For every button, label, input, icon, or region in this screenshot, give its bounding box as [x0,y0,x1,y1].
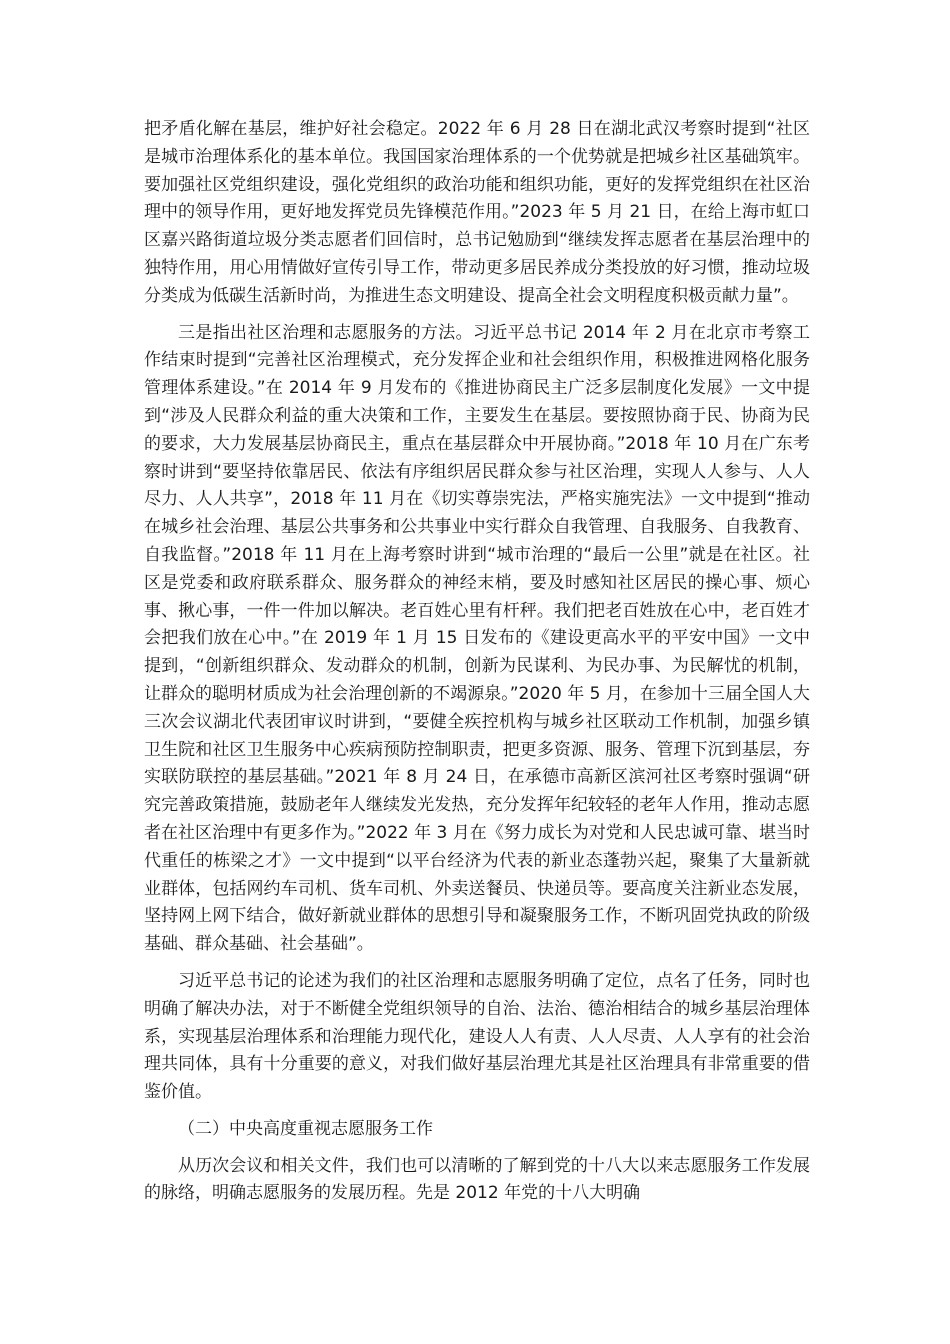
section-subheading: （二）中央高度重视志愿服务工作 [178,1118,433,1139]
body-paragraph-methods: 三是指出社区治理和志愿服务的方法。习近平总书记 2014 年 2 月在北京市考察工作结束时提到“完善社区治理模式，充分发挥企业和社会组织作用，积极推进网格化服务管理体系建设。”在 2014 年 9 月发布的《推进协商民主广泛多层制度化发展》一文中提到“涉及人民群众利益的重大决策和工作，主要发生在基层。要按照协商于民、协商为民的要求，大力发展基层协商民主，重点在基层群众中开展协商。”2018 年 10 月在广东考察时讲到“要坚持依靠居民、依法有序组织居民群众参与社区治理，实现人人参与、人人尽力、人人共享”，2018 年 11 月在《切实尊崇宪法，严格实施宪法》一文中提到“推动在城乡社会治理、基层公共事务和公共事业中实行群众自我管理、自我服务、自我教育、自我监督。”2018 年 11 月在上海考察时讲到“城市治理的“最后一公里”就是在社区。社区是党委和政府联系群众、服务群众的神经末梢，要及时感知社区居民的操心事、烦心事、揪心事，一件一件加以解决。老百姓心里有杆秤。我们把老百姓放在心中，老百姓才会把我们放在心中。”在 2019 年 1 月 15 日发布的《建设更高水平的平安中国》一文中提到，“创新组织群众、发动群众的机制，创新为民谋利、为民办事、为民解忧的机制，让群众的聪明材质成为社会治理创新的不竭源泉。”2020 年 5 月，在参加十三届全国人大三次会议湖北代表团审议时讲到，“要健全疾控机构与城乡社区联动工作机制，加强乡镇卫生院和社区卫生服务中心疾病预防控制职责，把更多资源、服务、管理下沉到基层，夯实联防联控的基层基础。”2021 年 8 月 24 日，在承德市高新区滨河社区考察时强调“研究完善政策措施，鼓励老年人继续发光发热，充分发挥年纪较轻的老年人作用，推动志愿者在社区治理中有更多作为。”2022 年 3 月在《努力成长为对党和人民忠诚可靠、堪当时代重任的栋梁之才》一文中提到“以平台经济为代表的新业态蓬勃兴起，聚集了大量新就业群体，包括网约车司机、货车司机、外卖送餐员、快递员等。要高度关注新业态发展，坚持网上网下结合，做好新就业群体的思想引导和凝聚服务工作，不断巩固党执政的阶级基础、群众基础、社会基础”。 [144,322,810,955]
body-paragraph-significance: 习近平总书记的论述为我们的社区治理和志愿服务明确了定位，点名了任务，同时也明确了解决办法，对于不断健全党组织领导的自治、法治、德治相结合的城乡基层治理体系，实现基层治理体系和治理能力现代化，建设人人有责、人人尽责、人人享有的社会治理共同体，具有十分重要的意义，对我们做好基层治理尤其是社区治理具有非常重要的借鉴价值。 [144,970,810,1103]
document-page [144,116,810,1208]
body-paragraph-continued: 把矛盾化解在基层，维护好社会稳定。2022 年 6 月 28 日在湖北武汉考察时提到“社区是城市治理体系化的基本单位。我国国家治理体系的一个优势就是把城乡社区基础筑牢。要加强社区党组织建设，强化党组织的政治功能和组织功能，更好的发挥党组织在社区治理中的领导作用，更好地发挥党员先锋模范作用。”2023 年 5 月 21 日，在给上海市虹口区嘉兴路街道垃圾分类志愿者们回信时，总书记勉励到“继续发挥志愿者在基层治理中的独特作用，用心用情做好宣传引导工作，带动更多居民养成分类投放的好习惯，推动垃圾分类成为低碳生活新时尚，为推进生态文明建设、提高全社会文明程度积极贡献力量”。 [144,119,810,306]
body-paragraph-volunteer-history: 从历次会议和相关文件，我们也可以清晰的了解到党的十八大以来志愿服务工作发展的脉络，明确志愿服务的发展历程。先是 2012 年党的十八大明确 [144,1155,810,1204]
